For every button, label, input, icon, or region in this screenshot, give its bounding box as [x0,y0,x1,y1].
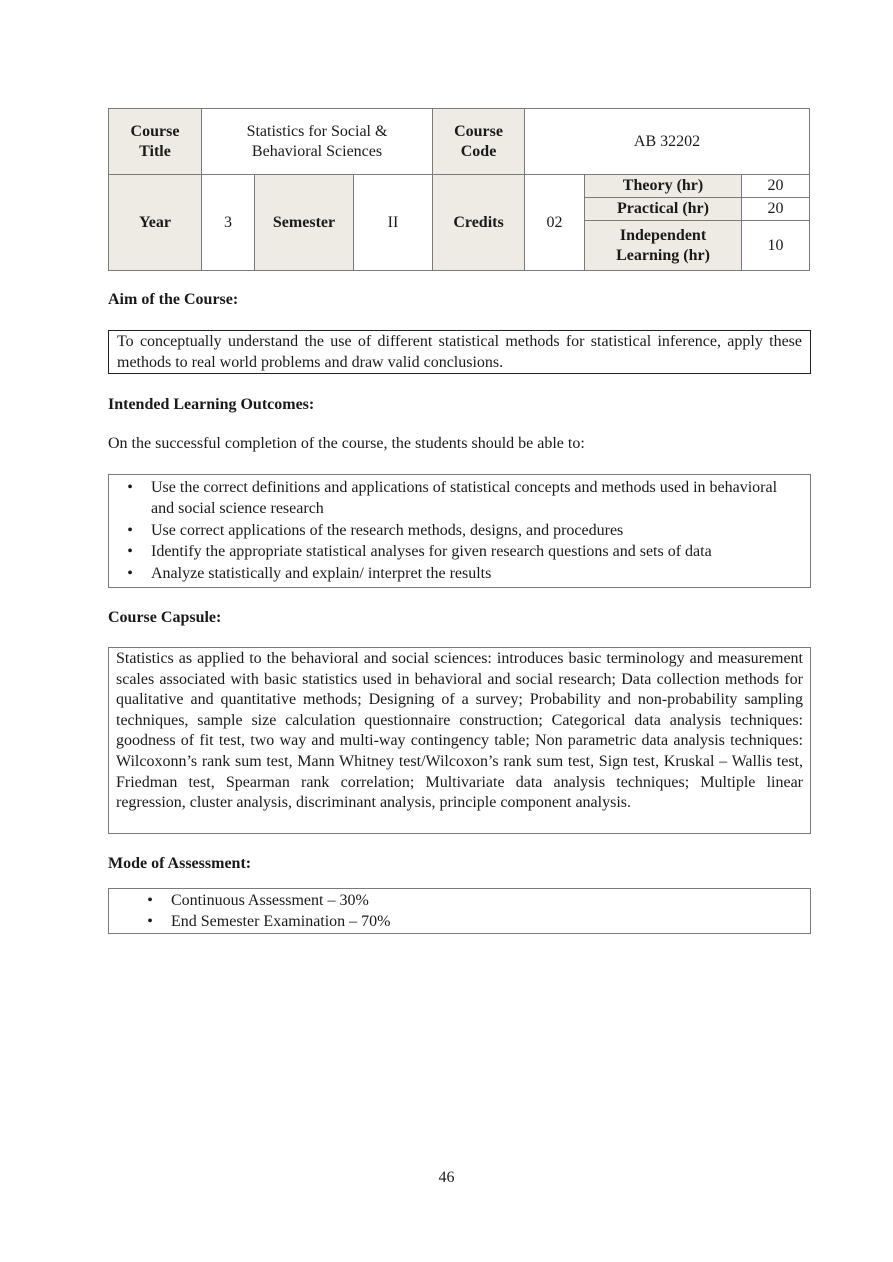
semester-value: II [354,175,433,271]
list-item: • End Semester Examination – 70% [143,911,802,932]
bullet-icon: • [127,479,133,496]
assessment-heading: Mode of Assessment: [108,855,252,872]
practical-hours-value: 20 [742,198,810,221]
bullet-icon: • [147,913,153,930]
ilo-heading: Intended Learning Outcomes: [108,396,315,413]
credits-label: Credits [433,175,525,271]
bullet-icon: • [127,564,133,582]
list-item: • Use the correct definitions and applications of statistical concepts and methods used in behavioral and social science research [123,477,802,519]
semester-label: Semester [255,175,354,271]
list-item: • Analyze statistically and explain/ interpret the results [123,563,802,584]
year-label: Year [109,175,202,271]
capsule-box: Statistics as applied to the behavioral and social sciences: introduces basic terminology and measurement scales associated with basic statistics used in behavioral and social research; Data collection methods for qualitative and quantitative methods; Designing of a survey; Probability and non-probability sampling techniques, sample size calculation questionnaire construction; Categorical data analysis techniques: goodness of fit test, two way and multi-way contingency table; Non parametric data analysis techniques: Wilcoxonn’s rank sum test, Mann Whitney test/Wilcoxon’s rank sum test, Sign test, Kruskal – Wallis test, Friedman test, Spearman rank correlation; Multivariate data analysis techniques; Multiple linear regression, cluster analysis, discriminant analysis, principle component analysis. [108,647,811,834]
independent-learning-value: 10 [742,221,810,271]
aim-box: To conceptually understand the use of different statistical methods for statistical inference, apply these methods to real world problems and draw valid conclusions. [108,330,811,374]
bullet-icon: • [127,543,133,560]
independent-learning-label: Independent Learning (hr) [585,221,742,271]
aim-heading: Aim of the Course: [108,291,239,308]
bullet-icon: • [127,521,133,539]
table-row [109,109,810,175]
assessment-list [143,890,802,932]
ilo-box [108,474,811,588]
course-title-label: Course Title [109,109,202,175]
assessment-box [108,888,811,934]
course-code-label: Course Code [433,109,525,175]
list-item: • Continuous Assessment – 30% [143,890,802,911]
list-item: • Use correct applications of the research methods, designs, and procedures [123,520,802,541]
list-item: • Identify the appropriate statistical analyses for given research questions and sets of data [123,541,802,562]
capsule-heading: Course Capsule: [108,609,222,626]
table-row [109,175,810,198]
practical-hours-label: Practical (hr) [585,198,742,221]
course-info-table [108,108,810,271]
ilo-list [123,477,802,584]
credits-value: 02 [525,175,585,271]
ilo-intro: On the successful completion of the course, the students should be able to: [108,435,585,452]
year-value: 3 [202,175,255,271]
course-code-value: AB 32202 [525,109,810,175]
bullet-icon: • [147,892,153,909]
theory-hours-label: Theory (hr) [585,175,742,198]
theory-hours-value: 20 [742,175,810,198]
page-number: 46 [438,1169,455,1186]
course-title-value: Statistics for Social & Behavioral Sciences [202,109,433,175]
